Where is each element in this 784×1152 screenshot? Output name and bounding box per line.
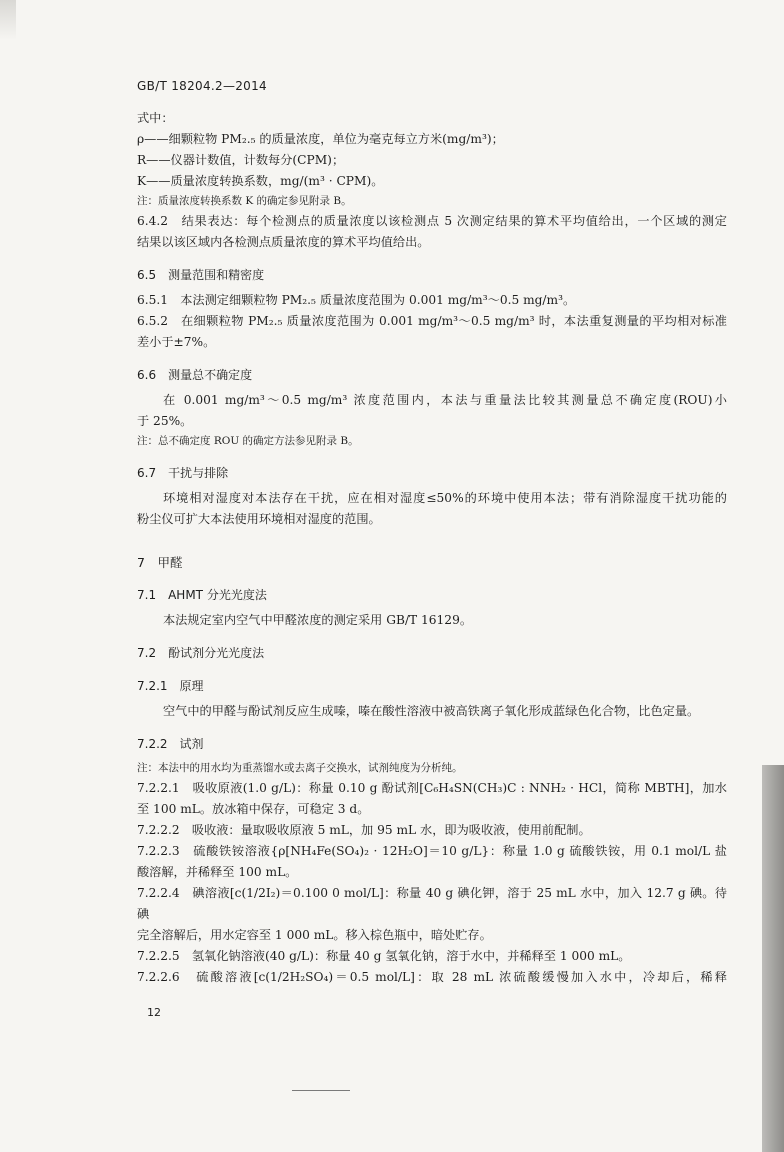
text-line-l28: 至 100 mL。放冰箱中保存，可稳定 3 d。 xyxy=(137,802,370,816)
text-line-l6: 6.4.2 结果表达：每个检测点的质量浓度以该检测点 5 次测定结果的算术平均值给出，一个区域的测定 xyxy=(137,214,727,228)
text-line-l26: 注：本法中的用水均为重蒸馏水或去离子交换水，试剂纯度为分析纯。 xyxy=(137,762,463,774)
text-line-l1: 式中： xyxy=(137,111,174,125)
text-line-l18: 粉尘仪可扩大本法使用环境相对湿度的范围。 xyxy=(137,512,381,526)
text-line-l2: ρ——细颗粒物 PM₂.₅ 的质量浓度，单位为毫克每立方米(mg/m³)； xyxy=(137,132,504,146)
text-line-l35: 7.2.2.6 硫酸溶液[c(1/2H₂SO₄)＝0.5 mol/L]：取 28 mL 浓硫酸缓慢加入水中，冷却后，稀释 xyxy=(137,970,727,984)
text-line-l17: 环境相对湿度对本法存在干扰，应在相对湿度≤50%的环境中使用本法；带有消除湿度干扰功能的 xyxy=(163,491,727,505)
standard-header: GB/T 18204.2—2014 xyxy=(137,79,267,93)
text-line-l24: 空气中的甲醛与酚试剂反应生成嗪，嗪在酸性溶液中被高铁离子氧化形成蓝绿色化合物，比色定量。 xyxy=(163,704,700,718)
page-number: 12 xyxy=(147,1006,161,1019)
document-body xyxy=(137,108,727,988)
text-line-l4: K——质量浓度转换系数，mg/(m³ · CPM)。 xyxy=(137,174,384,188)
text-line-l29: 7.2.2.2 吸收液：量取吸收原液 5 mL，加 95 mL 水，即为吸收液，使用前配制。 xyxy=(137,823,591,837)
text-line-l23: 7.2.1 原理 xyxy=(137,679,204,693)
text-line-l21: 本法规定室内空气中甲醛浓度的测定采用 GB/T 16129。 xyxy=(163,613,473,627)
scan-artifact-line xyxy=(292,1090,350,1091)
text-line-l31: 酸溶解，并稀释至 100 mL。 xyxy=(137,865,298,879)
text-line-l11: 差小于±7%。 xyxy=(137,335,216,349)
text-line-l25: 7.2.2 试剂 xyxy=(137,737,204,751)
text-line-l9: 6.5.1 本法测定细颗粒物 PM₂.₅ 质量浓度范围为 0.001 mg/m³～0.5 mg/m³。 xyxy=(137,293,576,307)
text-line-l22: 7.2 酚试剂分光光度法 xyxy=(137,646,265,660)
scan-edge-shadow xyxy=(762,765,784,1152)
text-line-l5: 注：质量浓度转换系数 K 的确定参见附录 B。 xyxy=(137,195,352,207)
text-line-l3: R——仪器计数值，计数每分(CPM)； xyxy=(137,153,345,167)
text-line-l14: 于 25%。 xyxy=(137,414,193,428)
text-line-l15: 注：总不确定度 ROU 的确定方法参见附录 B。 xyxy=(137,435,359,447)
text-line-l7: 结果以该区域内各检测点质量浓度的算术平均值给出。 xyxy=(137,235,430,249)
text-line-l20: 7.1 AHMT 分光光度法 xyxy=(137,588,267,602)
text-line-l8: 6.5 测量范围和精密度 xyxy=(137,268,265,282)
text-line-l10: 6.5.2 在细颗粒物 PM₂.₅ 质量浓度范围为 0.001 mg/m³～0.5 mg/m³ 时，本法重复测量的平均相对标准 xyxy=(137,314,727,328)
text-line-l16: 6.7 干扰与排除 xyxy=(137,466,229,480)
text-line-l32: 7.2.2.4 碘溶液[c(1/2I₂)＝0.100 0 mol/L]：称量 40 g 碘化钾，溶于 25 mL 水中，加入 12.7 g 碘。待碘 xyxy=(137,886,727,921)
text-line-l33: 完全溶解后，用水定容至 1 000 mL。移入棕色瓶中，暗处贮存。 xyxy=(137,928,492,942)
text-line-l19: 7 甲醛 xyxy=(137,555,183,570)
text-line-l30: 7.2.2.3 硫酸铁铵溶液{ρ[NH₄Fe(SO₄)₂ · 12H₂O]＝10 g/L}：称量 1.0 g 硫酸铁铵，用 0.1 mol/L 盐 xyxy=(137,844,727,858)
text-line-l34: 7.2.2.5 氢氧化钠溶液(40 g/L)：称量 40 g 氢氧化钠，溶于水中，并稀释至 1 000 mL。 xyxy=(137,949,631,963)
scan-corner-mark xyxy=(0,0,16,40)
text-line-l27: 7.2.2.1 吸收原液(1.0 g/L)：称量 0.10 g 酚试剂[C₆H₄SN(CH₃)C : NNH₂ · HCl，简称 MBTH]，加水 xyxy=(137,781,727,795)
text-line-l13: 在 0.001 mg/m³～0.5 mg/m³ 浓度范围内，本法与重量法比较其测量总不确定度(ROU)小 xyxy=(163,393,727,407)
text-line-l12: 6.6 测量总不确定度 xyxy=(137,368,253,382)
